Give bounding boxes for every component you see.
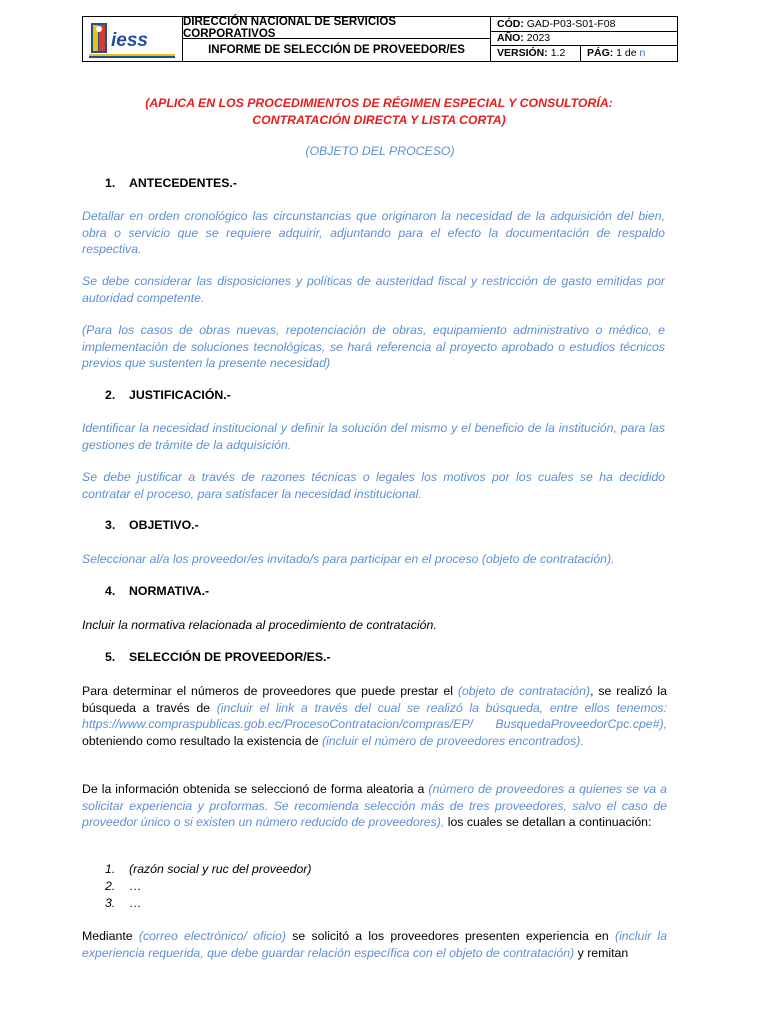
antecedentes-p2: Se debe considerar las disposiciones y políticas de austeridad fiscal y restricción de gasto emitidas por autoridad competente. [82,274,665,305]
page-label: PÁG: [587,47,614,59]
list-item [105,862,311,876]
section-1-heading [105,176,237,190]
seleccion-p3-b: (correo electrónico/ oficio) [138,929,286,943]
seleccion-p2-b: (número de proveedores a quienes se va a solicitar experiencia y proformas. Se recomienda selección más de tres proveedores, salvo el caso de proveedor único o si existen un número reducido de proveedores), [82,782,667,829]
seleccion-p2-a: De la información obtenida se seleccionó de forma aleatoria a [82,782,425,796]
page-total: n [639,47,646,59]
list-number: 2. [105,879,116,893]
iess-logo-icon [83,17,181,61]
section-3-heading [105,518,199,532]
seleccion-p2-c: los cuales se detallan a continuación: [447,815,652,829]
list-number: 3. [105,896,116,910]
section-title: SELECCIÓN DE PROVEEDOR/ES.- [129,650,331,664]
section-title: NORMATIVA.- [129,584,210,598]
seleccion-p1-c: , se realizó la búsqueda a través de [82,684,667,715]
seleccion-p1 [82,683,667,749]
year-value: 2023 [526,32,551,44]
seleccion-p3-c: se solicitó a los proveedores presenten experiencia en [292,929,609,943]
process-object: (OBJETO DEL PROCESO) [305,144,455,158]
list-text: … [129,896,142,910]
objetivo-text: Seleccionar al/a los proveedor/es invitado/s para participar en el proceso (objeto de contratación). [82,552,615,566]
section-title: OBJETIVO.- [129,518,199,532]
applies-note: (APLICA EN LOS PROCEDIMIENTOS DE RÉGIMEN ESPECIAL Y CONSULTORÍA: CONTRATACIÓN DIRECTA Y LISTA CORTA) [145,96,613,127]
code-cell [491,17,677,32]
seleccion-p1-e: obteniendo como resultado la existencia de [82,733,319,748]
section-title: JUSTIFICACIÓN.- [129,388,231,402]
section-4-heading [105,584,209,598]
justificacion-p1: Identificar la necesidad institucional y definir la solución del mismo y el beneficio de la institución, para las gestiones de trámite de la adquisición. [82,421,665,452]
justificacion-p2: Se debe justificar a través de razones técnicas o legales los motivos por los cuales se ha decidido contratar el proceso, para satisfacer la necesidad institucional. [82,470,665,501]
seleccion-p1-url: https://www.compraspublicas.gob.ec/ProcesoContratacion/compras/EP/ BusquedaProveedorCpc.cpe#), [82,717,667,731]
antecedentes-p1: Detallar en orden cronológico las circunstancias que originaron la necesidad de la adquisición del bien, obra o servicio que se requiere adquirir, adjuntando para el efecto la documentación de respaldo respectiva. [82,209,665,256]
list-item [105,879,141,893]
document-title: INFORME DE SELECCIÓN DE PROVEEDOR/ES [183,39,491,61]
seleccion-p2 [82,781,667,831]
section-number: 4. [105,584,116,598]
code-value: GAD-P03-S01-F08 [526,18,616,30]
seleccion-p3-e: y remitan [577,945,629,960]
page-cell [581,46,677,61]
page-value: 1 de [616,47,637,59]
seleccion-p1-a: Para determinar el números de proveedores que puede prestar el [82,684,453,698]
seleccion-p3-d: (incluir la experiencia requerida, que debe guardar relación específica con el objeto de contratación) [82,929,667,960]
iess-logo [83,17,183,61]
normativa-text: Incluir la normativa relacionada al procedimiento de contratación. [82,618,437,632]
seleccion-p3-a: Mediante [82,929,133,943]
list-number: 1. [105,862,116,876]
version-value: 1.2 [550,47,566,59]
list-item [105,896,141,910]
seleccion-p1-d: (incluir el link a través del cual se realizó la búsqueda, entre ellos tenemos: [216,700,668,715]
year-label: AÑO: [497,32,524,44]
seleccion-p1-f: (incluir el número de proveedores encontrados). [321,733,584,748]
section-title: ANTECEDENTES.- [129,176,237,190]
section-number: 5. [105,650,116,664]
section-5-heading [105,650,331,664]
seleccion-p1-b: (objeto de contratación) [457,684,591,698]
section-number: 1. [105,176,116,190]
document-header-table [82,16,678,62]
version-cell [491,46,581,61]
seleccion-p3 [82,928,667,961]
org-name: DIRECCIÓN NACIONAL DE SERVICIOS CORPORATIVOS [183,17,491,39]
section-number: 3. [105,518,116,532]
code-label: CÓD: [497,18,524,30]
list-text: (razón social y ruc del proveedor) [129,862,312,876]
section-2-heading [105,388,231,402]
section-number: 2. [105,388,116,402]
year-cell [491,32,677,46]
list-text: … [129,879,142,893]
version-label: VERSIÓN: [497,47,548,59]
logo-text: iess [111,30,148,51]
antecedentes-p3: (Para los casos de obras nuevas, repotenciación de obras, equipamiento administrativo o médico, e implementación de soluciones tecnológicas, se hará referencia al proyecto aprobado o estudios técnicos previos que sustenten la presente necesidad) [82,323,665,370]
